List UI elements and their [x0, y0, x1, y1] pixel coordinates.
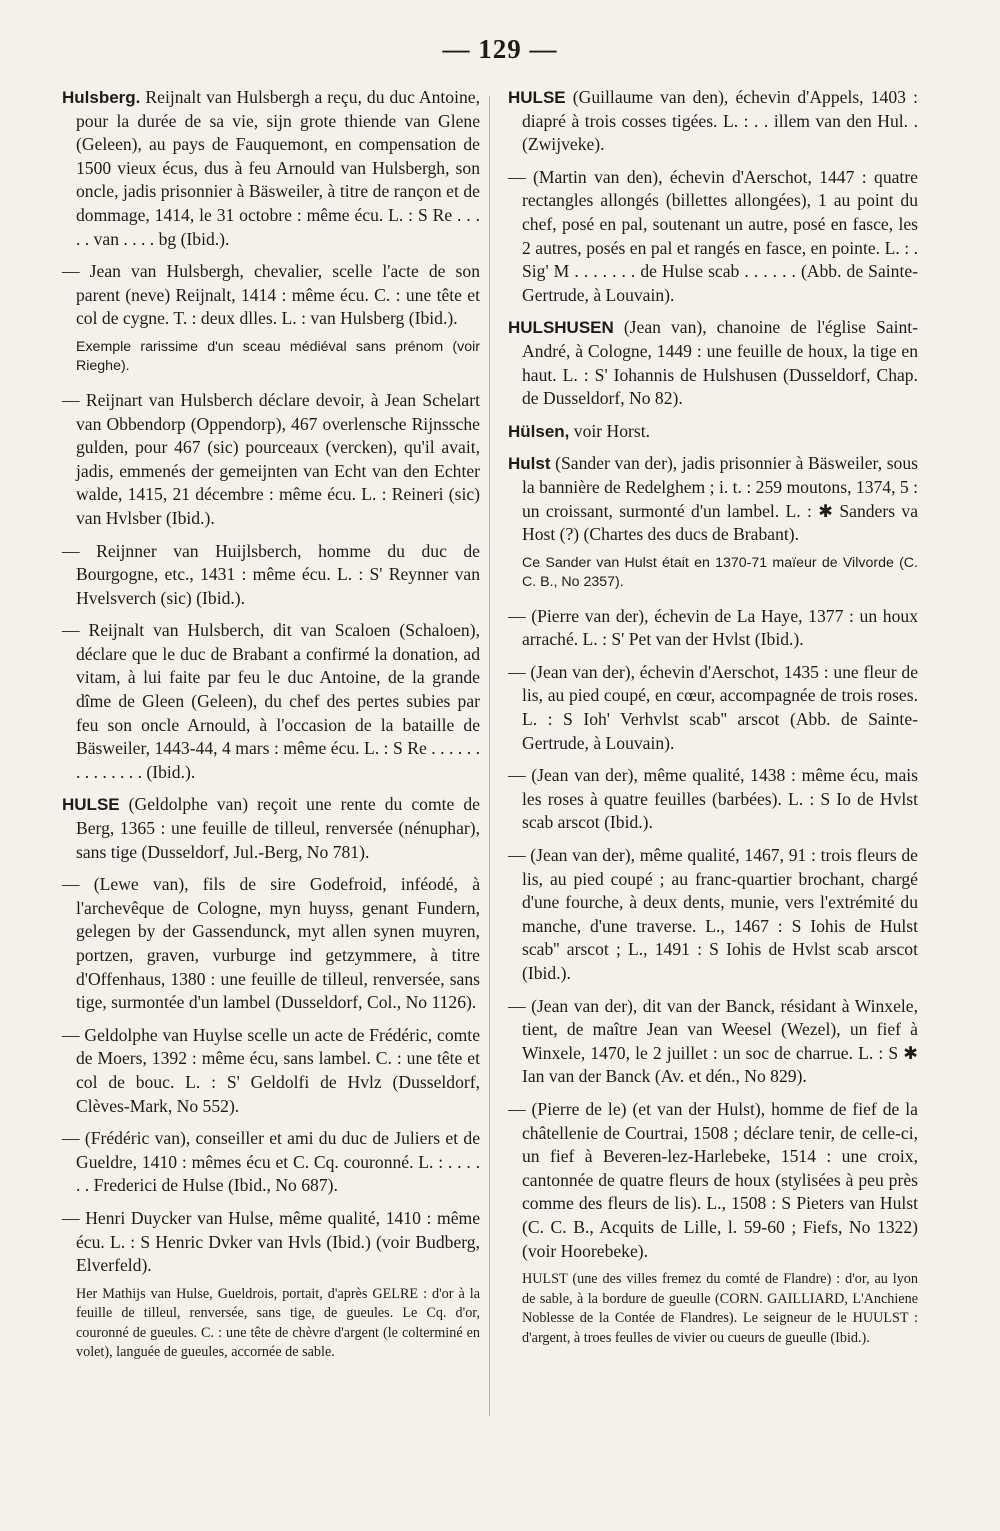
entry-lewe-van: — (Lewe van), fils de sire Godefroid, inféodé, à l'archevêque de Cologne, myn huyss, genant Fundern, gelegen by der Gassendunck, myt allen synen muyren, portzen, graven, vurburge ind getzymmere, à titre d'Offenhaus, 1380 : une feuille de tilleul, renversée, sans tige, surmontée d'un lambel (Dusseldorf, Col., No 1126).: [62, 874, 480, 1013]
entry-martin-van-den: — (Martin van den), échevin d'Aerschot, 1447 : quatre rectangles allongés (billettes allongées), 1 au point du chef, posé en pal, soutenant un autre, posé en fasce, les 2 autres, posés en pal et rangés en fasce, en pointe. L. : . Sig' M . . . . . . . de Hulse scab . . . . . . (Abb. de Sainte-Gertrude, à Louvain).: [508, 166, 918, 305]
entry-pierre-van-der: — (Pierre van der), échevin de La Haye, 1377 : un houx arraché. L. : S' Pet van der Hvlst (Ibid.).: [508, 605, 918, 650]
column-divider: [489, 96, 490, 1416]
entry-jean-van-der-1435: — (Jean van der), échevin d'Aerschot, 1435 : une fleur de lis, au pied coupé, en cœur, accompagnée de trois roses. L. : S Ioh' Verhvlst scab'' arscot (Abb. de Sainte-Gertrude, à Louvain).: [508, 661, 918, 753]
left-column: [62, 86, 480, 1375]
entry-jean-van-der-banck: — (Jean van der), dit van der Banck, résidant à Winxele, tient, de maître Jean van Weesel (Wezel), un fief à Winxele, 1470, le 2 juillet : un soc de charrue. L. : S ✱ Ian van der Banck (Av. et dén., No 829).: [508, 995, 918, 1087]
entry-geldolphe-van-huylse: — Geldolphe van Huylse scelle un acte de Frédéric, comte de Moers, 1392 : même écu, sans lambel. C. : une tête et col de bouc. L. : S' Geldolfi de Hvlz (Dusseldorf, Clèves-Mark, No 552).: [62, 1024, 480, 1116]
entry-henri-duycker: — Henri Duycker van Hulse, même qualité, 1410 : même écu. L. : S Henric Dvker van Hvls (Ibid.) (voir Budberg, Elverfeld).: [62, 1207, 480, 1276]
entry-reijnner-van-huijlsberch: — Reijnner van Huijlsberch, homme du duc de Bourgogne, etc., 1431 : même écu. L. : S' Reynner van Hvelsverch (sic) (Ibid.).: [62, 540, 480, 608]
note-hulst-ville: HULST (une des villes fremez du comté de Flandre) : d'or, au lyon de sable, à la bordure de gueulle (CORN. GAILLIARD, L'Anchiene Noblesse de la Contée de Flandres). Le seigneur de le HUULST : d'argent, à troes feulles de vivier ou cueurs de gueulle (Ibid.).: [522, 1271, 918, 1346]
entry-hulse-guillaume: HULSE (Guillaume van den), échevin d'Appels, 1403 : diapré à trois cosses tigées. L. : . . illem van den Hul. . (Zwijveke).: [508, 87, 918, 155]
page-number: — 129 —: [442, 34, 558, 64]
entry-hulsberg: Hulsberg. Reijnalt van Hulsbergh a reçu, du duc Antoine, pour la durée de sa vie, sijn grote thiende van Glene (Geleen), au pays de Fauquemont, en compensation de 1500 vieux écus, dus à feu Arnould van Hulsbergh, son oncle, jadis prisonnier à Bäsweiler, à titre de rançon et de dommage, 1414, le 31 octobre : même écu. L. : S Re . . . . . van . . . . bg (Ibid.).: [62, 87, 480, 249]
entry-hulsen: Hülsen, voir Horst.: [508, 420, 651, 441]
entry-hulshusen: HULSHUSEN (Jean van), chanoine de l'église Saint-André, à Cologne, 1449 : une feuille de houx, la tige en haut. L. : S' Iohannis de Hulshusen (Dusseldorf, Chap. de Dusseldorf, No 82).: [508, 317, 918, 409]
note-sceau-sans-prenom: Exemple rarissime d'un sceau médiéval sans prénom (voir Rieghe).: [76, 338, 480, 375]
entry-jean-van-der-1438: — (Jean van der), même qualité, 1438 : même écu, mais les roses à quatre feuilles (barbées). L. : S Io de Hvlst scab arscot (Ibid.).: [508, 765, 918, 833]
entry-reijnalt-van-hulsberch: — Reijnalt van Hulsberch, dit van Scaloen (Schaloen), déclare que le duc de Brabant a confirmé la donation, ad vitam, à lui faite par feu le duc Antoine, de la grande dîme de Gleen (Geleen), du chef des pertes subies par feu son oncle Arnould, à l'occasion de la bataille de Bäsweiler, 1443-44, 4 mars : même écu. L. : S Re . . . . . . . . . . . . . . (Ibid.).: [62, 620, 480, 782]
entry-hulst-sander: Hulst (Sander van der), jadis prisonnier à Bäsweiler, sous la bannière de Redelghem ; i. t. : 259 moutons, 1374, 5 : un croissant, surmonté d'un lambel. L. : ✱ Sanders va Host (?) (Chartes des ducs de Brabant).: [508, 453, 918, 545]
right-column: [508, 86, 918, 1360]
note-mathijs-van-hulse: Her Mathijs van Hulse, Gueldrois, portait, d'après GELRE : d'or à la feuille de tilleul, renversée, sans tige, de gueules. Le Cq. d'or, couronné de gueules. C. : une tête de chèvre d'argent (le colterminé en volet), languée de gueules, accornée de sable.: [76, 1285, 480, 1361]
entry-jean-van-der-1467: — (Jean van der), même qualité, 1467, 91 : trois fleurs de lis, au pied coupé ; au franc-quartier brochant, chargé d'une fourche, à deux dents, munie, vers l'extrémité du manche, d'une traverse. L., 1467 : S Iohis de Hulst scab'' arscot ; L., 1491 : S Iohis de Hvlst scab arscot (Ibid.).: [508, 845, 918, 983]
entry-frederic-van: — (Frédéric van), conseiller et ami du duc de Juliers et de Gueldre, 1410 : mêmes écu et C. Cq. couronné. L. : . . . . . . Frederici de Hulse (Ibid., No 687).: [62, 1128, 480, 1196]
note-sander-van-hulst: Ce Sander van Hulst était en 1370-71 maïeur de Vilvorde (C. C. B., No 2357).: [522, 554, 918, 591]
entry-reijnart-van-hulsberch: — Reijnart van Hulsberch déclare devoir, à Jean Schelart van Obbendorp (Oppendorp), 467 overlensche Rijnssche gulden, pour 467 (sic) pourceaux (vercken), qu'il avait, jadis, emmenés der gemeijnten van Echt van den Echter walde, 1415, 21 décembre : même écu. L. : Reineri (sic) van Hvlsber (Ibid.).: [62, 389, 480, 528]
entry-pierre-de-le: — (Pierre de le) (et van der Hulst), homme de fief de la châtellenie de Courtrai, 1508 ; déclare tenir, de celle-ci, un fief à Beveren-lez-Harlebeke, 1514 : une croix, cantonnée de quatre fleurs de houx (stylisées à peu près comme des fleurs de lis). L., 1508 : S Pieters van Hulst (C. C. B., Acquits de Lille, l. 59-60 ; Fiefs, No 1322) (voir Hoorebeke).: [508, 1098, 918, 1261]
entry-jean-van-hulsbergh: — Jean van Hulsbergh, chevalier, scelle l'acte de son parent (neve) Reijnalt, 1414 : même écu. C. : une tête et col de cygne. T. : deux dlles. L. : van Hulsberg (Ibid.).: [62, 261, 480, 329]
entry-hulse-geldolphe: HULSE (Geldolphe van) reçoit une rente du comte de Berg, 1365 : une feuille de tilleul, renversée (nénuphar), sans tige (Dusseldorf, Jul.-Berg, No 781).: [62, 794, 480, 862]
